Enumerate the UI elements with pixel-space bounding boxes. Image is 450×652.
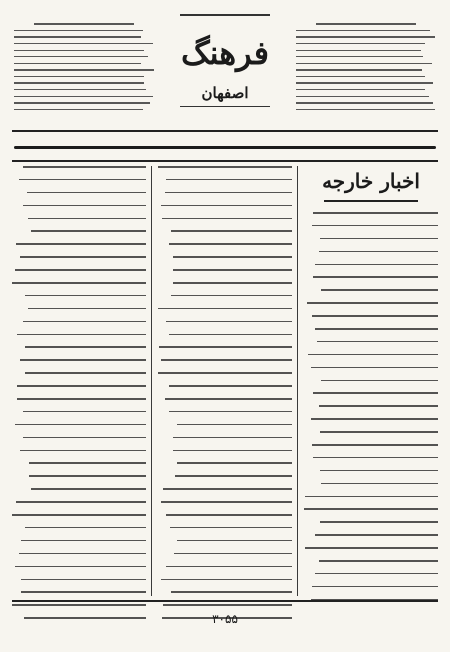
text-line (313, 276, 438, 278)
column-right (304, 166, 438, 596)
text-line (319, 560, 438, 562)
text-line (17, 334, 146, 336)
text-line (171, 591, 292, 593)
text-line (313, 457, 438, 459)
text-line (15, 424, 146, 426)
text-line (14, 36, 141, 37)
text-line (296, 43, 425, 44)
newspaper-title: فرهنگ (180, 33, 270, 72)
text-line (311, 418, 438, 420)
text-line (28, 308, 146, 310)
text-line (14, 109, 143, 110)
column-middle-lines (158, 166, 292, 619)
text-line (305, 547, 438, 549)
text-line (161, 205, 292, 207)
text-line (158, 308, 292, 310)
text-line (14, 43, 153, 44)
text-line (173, 256, 292, 258)
text-line (14, 30, 143, 31)
column-heading: اخبار خارجه (322, 169, 420, 193)
text-line (316, 23, 417, 24)
text-line (17, 385, 146, 387)
masthead-left-text-block (14, 18, 154, 122)
text-line (25, 372, 146, 374)
text-line (175, 475, 292, 477)
text-line (312, 444, 438, 446)
text-line (25, 346, 146, 348)
text-line (161, 359, 292, 361)
text-line (321, 289, 438, 291)
text-line (320, 431, 438, 433)
masthead-right-text-block (296, 18, 436, 122)
text-line (305, 496, 438, 498)
text-line (319, 405, 438, 407)
text-line (315, 534, 438, 536)
column-left (12, 166, 146, 596)
text-line (20, 450, 146, 452)
text-line (321, 483, 438, 485)
newspaper-city: اصفهان (201, 83, 249, 102)
text-line (313, 212, 438, 214)
text-line (17, 398, 146, 400)
text-line (307, 302, 438, 304)
text-line (171, 230, 292, 232)
text-line (12, 282, 146, 284)
column-divider (151, 166, 152, 596)
text-line (296, 96, 429, 97)
text-line (21, 591, 146, 593)
text-line (166, 514, 292, 516)
footer-rule (12, 600, 438, 602)
text-line (14, 82, 144, 83)
text-line (23, 205, 146, 207)
text-line (23, 411, 146, 413)
text-line (173, 269, 292, 271)
text-line (25, 295, 146, 297)
text-line (15, 566, 146, 568)
text-line (315, 264, 438, 266)
text-line (29, 462, 146, 464)
text-line (320, 238, 438, 240)
column-left-lines (12, 166, 146, 619)
text-line (296, 76, 425, 77)
text-line (296, 102, 433, 103)
text-line (312, 315, 438, 317)
text-line (15, 269, 146, 271)
page-number: ۳۰۵۵ (212, 612, 238, 626)
text-line (29, 475, 146, 477)
text-line (23, 437, 146, 439)
text-line (296, 50, 421, 51)
headline-banner (14, 138, 436, 156)
text-line (159, 346, 292, 348)
text-line (296, 63, 432, 64)
text-line (14, 63, 141, 64)
text-line (14, 50, 144, 51)
text-line (163, 604, 292, 606)
text-line (12, 514, 146, 516)
text-line (312, 225, 438, 227)
text-line (19, 553, 146, 555)
text-line (296, 109, 435, 110)
text-line (158, 166, 292, 168)
text-line (166, 179, 292, 181)
text-line (23, 166, 146, 168)
text-line (163, 488, 292, 490)
text-line (320, 521, 438, 523)
text-line (296, 89, 425, 90)
text-line (161, 501, 292, 503)
text-line (320, 470, 438, 472)
text-line (321, 380, 438, 382)
text-line (304, 508, 438, 510)
text-line (165, 192, 292, 194)
text-line (171, 295, 292, 297)
text-line (296, 30, 430, 31)
text-line (169, 334, 292, 336)
text-line (16, 501, 146, 503)
text-line (20, 359, 146, 361)
text-line (14, 69, 154, 70)
article-columns (12, 166, 438, 596)
text-line (21, 540, 146, 542)
text-line (169, 411, 292, 413)
text-line (177, 540, 292, 542)
text-line (169, 385, 292, 387)
text-line (315, 573, 438, 575)
text-line (28, 218, 146, 220)
text-line (296, 56, 423, 57)
column-middle (158, 166, 292, 596)
text-line (23, 321, 146, 323)
masthead-ornament-bottom (180, 106, 270, 108)
text-line (16, 243, 146, 245)
text-line (31, 230, 146, 232)
column-right-lines (304, 212, 438, 600)
masthead-area (12, 10, 438, 128)
text-line (296, 82, 433, 83)
text-line (20, 256, 146, 258)
text-line (166, 321, 292, 323)
text-line (317, 341, 438, 343)
header-rule (12, 130, 438, 132)
text-line (166, 566, 292, 568)
text-line (169, 243, 292, 245)
text-line (319, 251, 438, 253)
text-line (158, 372, 292, 374)
text-line (27, 192, 146, 194)
headline-banner-text-stroke (14, 146, 436, 149)
text-line (14, 102, 150, 103)
text-line (21, 579, 146, 581)
masthead-ornament-top (180, 14, 270, 16)
text-line (31, 488, 146, 490)
text-line (14, 76, 144, 77)
text-line (25, 527, 146, 529)
text-line (296, 36, 435, 37)
text-line (19, 179, 146, 181)
column-subheading-stroke (324, 200, 418, 202)
text-line (312, 586, 438, 588)
masthead (160, 10, 290, 128)
text-line (162, 218, 292, 220)
text-line (170, 527, 292, 529)
text-line (173, 450, 292, 452)
text-line (14, 89, 146, 90)
text-line (174, 553, 292, 555)
text-line (173, 282, 292, 284)
text-line (14, 56, 148, 57)
banner-rule (12, 160, 438, 162)
text-line (165, 398, 292, 400)
text-line (313, 392, 438, 394)
text-line (311, 367, 438, 369)
text-line (161, 579, 292, 581)
text-line (296, 69, 422, 70)
text-line (177, 424, 292, 426)
column-divider (297, 166, 298, 596)
text-line (315, 328, 438, 330)
text-line (34, 23, 135, 24)
text-line (173, 437, 292, 439)
text-line (177, 462, 292, 464)
text-line (14, 96, 153, 97)
text-line (308, 354, 438, 356)
text-line (12, 604, 146, 606)
